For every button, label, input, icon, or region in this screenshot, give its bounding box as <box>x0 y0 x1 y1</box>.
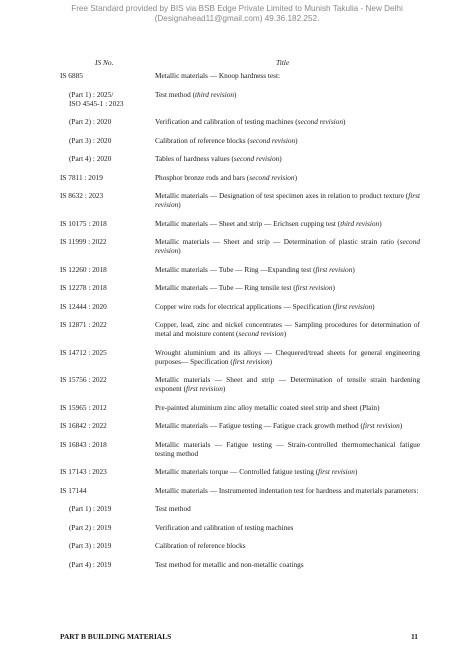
is-number: (Part 2) : 2019 <box>69 522 112 532</box>
is-number: IS 7811 : 2019 <box>60 172 103 182</box>
standard-title: Metallic materials — Fatigue testing — Fatigue crack growth method (first revision) <box>155 421 403 430</box>
list-item <box>60 237 420 255</box>
list-item <box>60 219 420 228</box>
is-number: IS 12260 : 2018 <box>60 264 107 274</box>
list-item <box>60 403 420 412</box>
standard-title: Calibration of reference blocks <box>155 541 246 550</box>
list-item <box>60 71 420 80</box>
standard-title: Metallic materials — Sheet and strip — Determination of tensile strain hardening exponent (first revision) <box>155 375 420 393</box>
column-header-is-no: IS No. <box>95 58 114 67</box>
watermark-line-1: Free Standard provided by BIS via BSB Edge Private Limited to Munish Takulia - New Delhi <box>71 4 403 13</box>
column-header-title: Title <box>276 58 290 67</box>
is-number: IS 12444 : 2020 <box>60 301 107 311</box>
is-number: IS 8632 : 2023 <box>60 191 104 200</box>
standard-title: Metallic materials — Knoop hardness test: <box>155 71 281 80</box>
is-number: IS 11999 : 2022 <box>60 237 107 246</box>
standard-title: Verification and calibration of testing machines (second revision) <box>155 117 346 126</box>
footer-section: PART B BUILDING MATERIALS <box>60 632 172 641</box>
watermark <box>0 4 474 24</box>
list-item <box>60 348 420 366</box>
standard-title: Copper, lead, zinc and nickel concentrates — Sampling procedures for determination of metal and moisture content (second revision) <box>155 320 420 338</box>
standard-title: Tables of hardness values (second revision) <box>155 154 282 163</box>
standard-title: Verification and calibration of testing machines <box>155 522 294 532</box>
standard-title: Wrought aluminium and its alloys — Chequered/tread sheets for general engineering purposes— Specification (first revision) <box>155 347 420 366</box>
standard-title: Test method <box>155 504 191 513</box>
list-item <box>60 486 420 495</box>
list-item <box>60 523 420 532</box>
is-number: (Part 4) : 2019 <box>69 559 112 569</box>
is-number: (Part 3) : 2019 <box>69 541 112 550</box>
watermark-line-2: (Designahead11@gmail.com) 49.36.182.252. <box>154 14 320 23</box>
standard-title: Metallic materials — Tube — Ring tensile test (first revision) <box>155 283 335 292</box>
standard-title: Metallic materials — Sheet and strip — Erichsen cupping test (third revision) <box>155 218 382 228</box>
is-number: IS 17143 : 2023 <box>60 467 107 476</box>
list-item <box>60 154 420 163</box>
list-item <box>60 320 420 338</box>
is-number: (Part 1) : 2025/ ISO 4545-1 : 2023 <box>69 89 124 108</box>
is-number: IS 14712 : 2025 <box>60 347 107 357</box>
is-number: IS 16843 : 2018 <box>60 439 107 449</box>
page-footer <box>60 632 418 641</box>
is-number: (Part 2) : 2020 <box>69 117 112 126</box>
is-number: IS 12871 : 2022 <box>60 320 107 329</box>
standard-title: Calibration of reference blocks (second revision) <box>155 135 298 145</box>
is-number: (Part 4) : 2020 <box>69 154 112 163</box>
is-number: IS 15965 : 2012 <box>60 402 107 412</box>
list-item <box>60 375 420 393</box>
is-number: IS 6885 <box>60 71 83 80</box>
standard-title: Metallic materials — Sheet and strip — Determination of plastic strain ratio (second revision) <box>155 237 420 255</box>
standard-title: Test method (third revision) <box>155 89 237 99</box>
standard-title: Test method for metallic and non-metallic coatings <box>155 559 304 569</box>
standard-title: Phosphor bronze rods and bars (second revision) <box>155 172 297 182</box>
is-number: IS 16842 : 2022 <box>60 421 107 430</box>
list-item <box>60 440 420 458</box>
list-item <box>60 302 420 311</box>
standard-title: Metallic materials — Designation of test specimen axes in relation to product texture (first revision) <box>155 191 420 209</box>
standard-title: Copper wire rods for electrical applications — Specification (first revision) <box>155 301 375 311</box>
list-item <box>60 421 420 430</box>
is-number: IS 17144 <box>60 485 87 495</box>
list-item <box>60 191 420 209</box>
list-item <box>60 541 420 550</box>
list-item <box>60 265 420 274</box>
list-item <box>60 90 420 108</box>
is-number: IS 15756 : 2022 <box>60 375 107 384</box>
standard-title: Metallic materials — Fatigue testing — Strain-controlled thermomechanical fatigue testing method <box>155 439 420 458</box>
standard-title: Metallic materials torque — Controlled fatigue testing (first revision) <box>155 467 358 476</box>
list-item <box>60 467 420 476</box>
is-number: (Part 3) : 2020 <box>69 135 112 145</box>
list-item <box>60 283 420 292</box>
list-item <box>60 173 420 182</box>
list-item <box>60 504 420 513</box>
standard-title: Pre-painted aluminium zinc alloy metallic coated steel strip and sheet (Plain) <box>155 402 380 412</box>
standard-title: Metallic materials — Tube — Ring —Expanding test (first revision) <box>155 264 355 274</box>
standard-title: Metallic materials — Instrumented indentation test for hardness and materials parameters: <box>155 485 419 495</box>
standards-list <box>60 71 420 578</box>
is-number: (Part 1) : 2019 <box>69 504 112 513</box>
list-item <box>60 117 420 126</box>
is-number: IS 10175 : 2018 <box>60 218 107 228</box>
list-item <box>60 136 420 145</box>
is-number: IS 12278 : 2018 <box>60 283 107 292</box>
page-number: 11 <box>411 632 418 641</box>
list-item <box>60 560 420 569</box>
